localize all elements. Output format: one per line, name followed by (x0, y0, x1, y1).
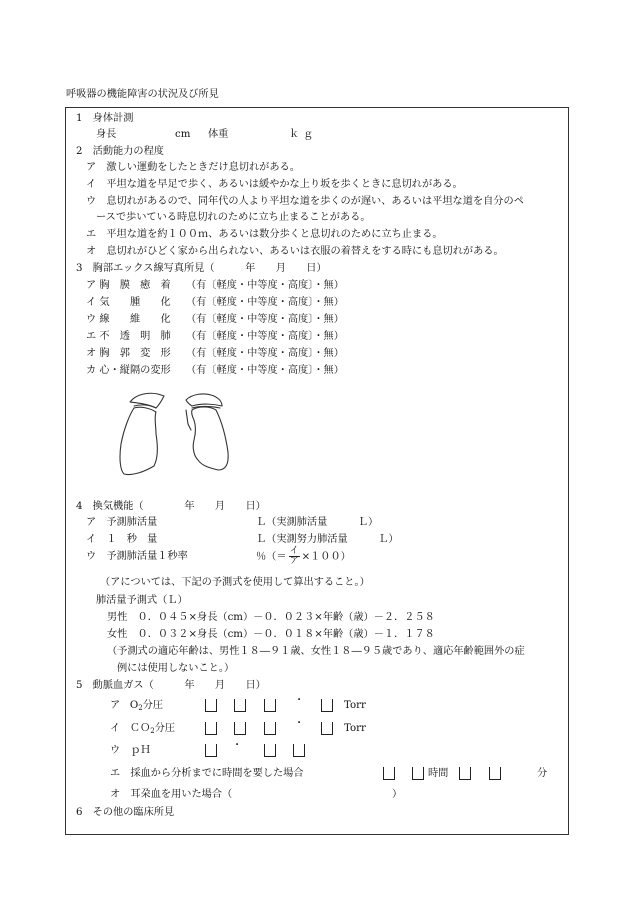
height-unit: cm (175, 129, 191, 140)
ph-digit-box[interactable] (205, 744, 217, 757)
xray-item-options: （有〔軽度・中等度・高度〕・無） (186, 348, 344, 359)
formula-heading: 肺活量予測式（Ｌ） (96, 595, 188, 606)
po2-digit-box[interactable] (234, 699, 246, 712)
ph-label: ウ ｐＨ (110, 745, 151, 756)
fev1-label: イ １ 秒 量 (86, 534, 158, 545)
s4-heading: 4 換気機能（ 年 月 日） (76, 501, 266, 512)
fev1-unit: Ｌ（実測努力肺活量 Ｌ） (256, 534, 399, 545)
earlobe-blood-label: オ 耳朶血を用いた場合（ (110, 789, 233, 800)
female-formula: 女性 ０．０３２×身長（cm）－０．０１８×年齢（歳）－１．１７８ (107, 629, 435, 640)
xray-item-options: （有〔軽度・中等度・高度〕・無） (186, 297, 344, 308)
pco2-label: イ ＣＯ$_2$分圧 (110, 723, 176, 735)
xray-item-label: エ 不 透 明 肺 (86, 331, 171, 342)
s1-heading: 1 身体計測 (76, 113, 134, 124)
pco2-digit-box[interactable] (321, 722, 333, 735)
s3-heading: 3 胸部エックス線写真所見（ 年 月 日） (76, 263, 327, 274)
xray-item-label: ア 胸 膜 癒 着 (86, 280, 171, 291)
hours-digit-box[interactable] (412, 767, 424, 780)
activity-c-line1: ウ 息切れがあるので、同年代の人より平坦な道を歩くのが遅い、あるいは平坦な道を自分のペ (86, 196, 524, 207)
decimal-point: ・ (294, 718, 305, 729)
po2-unit: Torr (344, 700, 366, 711)
ph-digit-box[interactable] (264, 744, 276, 757)
age-range-note-line2: 例には使用しないこと。） (117, 663, 235, 674)
decimal-point: ・ (294, 695, 305, 706)
lung-diagram (112, 386, 244, 482)
earlobe-blood-close-paren: ） (392, 789, 403, 800)
xray-item-label: カ 心・縦隔の変形 (86, 365, 171, 376)
s5-heading: 5 動脈血ガス（ 年 月 日） (76, 680, 266, 691)
activity-e: オ 息切れがひどく家から出られない、あるいは衣服の着替えをする時にも息切れがある。 (86, 246, 504, 257)
pco2-unit: Torr (344, 723, 366, 734)
document-title: 呼吸器の機能障害の状況及び所見 (66, 89, 219, 100)
minutes-digit-box[interactable] (489, 767, 501, 780)
hours-label: 時間 (428, 768, 449, 779)
xray-item-options: （有〔軽度・中等度・高度〕・無） (186, 314, 344, 325)
formula-note: （アについては、下記の予測式を使用して算出すること。） (100, 577, 370, 588)
height-label: 身長 (96, 129, 117, 140)
male-formula: 男性 ０．０４５×身長（cm）－０．０２３×年齢（歳）－２．２５８ (107, 612, 435, 623)
s2-heading: 2 活動能力の程度 (76, 146, 164, 157)
s6-heading: 6 その他の臨床所見 (76, 807, 175, 818)
sampling-delay-label: エ 採血から分析までに時間を要した場合 (110, 768, 304, 779)
activity-b: イ 平坦な道を早足で歩く、あるいは緩やかな上り坂を歩くときに息切れがある。 (86, 179, 463, 190)
pco2-digit-box[interactable] (264, 722, 276, 735)
minutes-digit-box[interactable] (459, 767, 471, 780)
po2-digit-box[interactable] (205, 699, 217, 712)
decimal-point: ・ (232, 740, 243, 751)
xray-item-options: （有〔軽度・中等度・高度〕・無） (186, 280, 344, 291)
activity-a: ア 激しい運動をしたときだけ息切れがある。 (86, 162, 300, 173)
pco2-digit-box[interactable] (234, 722, 246, 735)
predicted-vc-unit: Ｌ（実測肺活量 Ｌ） (256, 517, 379, 528)
xray-item-options: （有〔軽度・中等度・高度〕・無） (186, 331, 344, 342)
xray-item-options: （有〔軽度・中等度・高度〕・無） (186, 365, 344, 376)
activity-c-line2: ースで歩いている時息切れのために立ち止まることがある。 (96, 212, 371, 223)
po2-digit-box[interactable] (321, 699, 333, 712)
hours-digit-box[interactable] (383, 767, 395, 780)
ratio-fraction: $\frac{\text{イ}}{\text{ア}}$ (289, 546, 299, 566)
xray-item-label: オ 胸 郭 変 形 (86, 348, 171, 359)
pco2-digit-box[interactable] (205, 722, 217, 735)
xray-item-label: ウ 線 維 化 (86, 314, 171, 325)
minutes-label: 分 (537, 768, 548, 779)
po2-label: ア $O_2$分圧 (110, 700, 164, 712)
fev1-ratio-formula: ％（＝ $\frac{\text{イ}}{\text{ア}}$ ×１００） (256, 546, 351, 566)
xray-item-label: イ 気 腫 化 (86, 297, 171, 308)
weight-label: 体重 (208, 129, 229, 140)
predicted-vc-label: ア 予測肺活量 (86, 517, 158, 528)
fev1-ratio-label: ウ 予測肺活量１秒率 (86, 551, 188, 562)
po2-digit-box[interactable] (264, 699, 276, 712)
activity-d: エ 平坦な道を約１００ｍ、あるいは数分歩くと息切れのために立ち止まる。 (86, 229, 443, 240)
ph-digit-box[interactable] (293, 744, 305, 757)
weight-unit: ｋｇ (289, 129, 318, 140)
age-range-note-line1: （予測式の適応年齢は、男性１８―９１歳、女性１８―９５歳であり、適応年齢範囲外の症 (107, 646, 525, 657)
